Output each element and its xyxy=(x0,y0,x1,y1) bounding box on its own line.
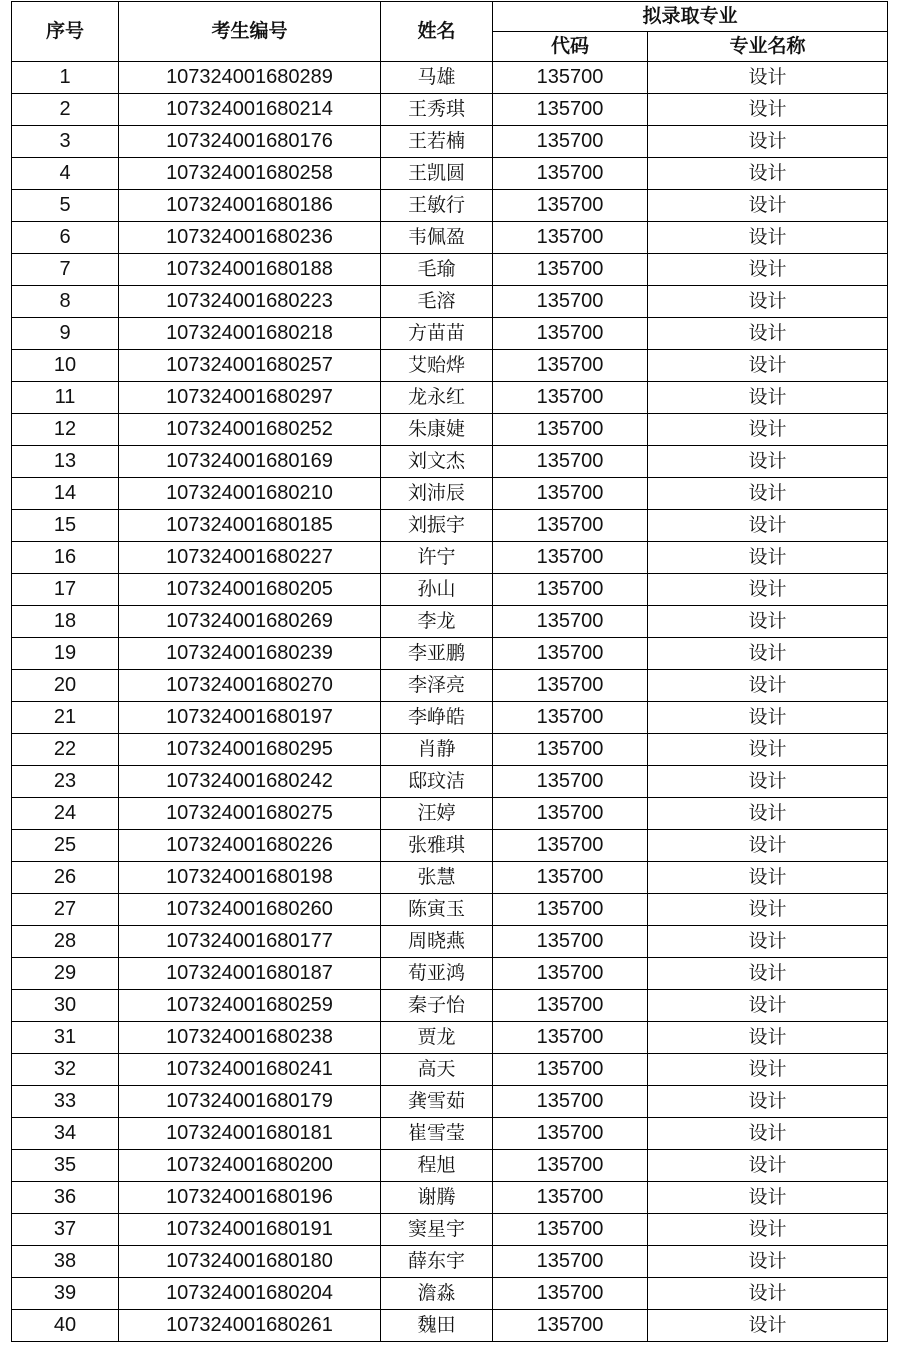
cell-major-name: 设计 xyxy=(648,286,888,318)
header-row-top xyxy=(12,2,888,32)
table-row xyxy=(12,382,888,414)
cell-code: 135700 xyxy=(493,862,648,894)
cell-code: 135700 xyxy=(493,350,648,382)
cell-code: 135700 xyxy=(493,830,648,862)
cell-name: 肖静 xyxy=(381,734,493,766)
cell-name: 贾龙 xyxy=(381,1022,493,1054)
table-row xyxy=(12,1246,888,1278)
cell-seq: 6 xyxy=(12,222,119,254)
table-header xyxy=(12,2,888,62)
header-major-name: 专业名称 xyxy=(648,32,888,62)
table-row xyxy=(12,1214,888,1246)
cell-seq: 22 xyxy=(12,734,119,766)
table-row xyxy=(12,190,888,222)
cell-name: 李龙 xyxy=(381,606,493,638)
cell-exam-id: 107324001680210 xyxy=(119,478,381,510)
cell-code: 135700 xyxy=(493,1278,648,1310)
cell-exam-id: 107324001680242 xyxy=(119,766,381,798)
cell-exam-id: 107324001680257 xyxy=(119,350,381,382)
cell-code: 135700 xyxy=(493,1022,648,1054)
cell-name: 龙永红 xyxy=(381,382,493,414)
cell-exam-id: 107324001680191 xyxy=(119,1214,381,1246)
cell-code: 135700 xyxy=(493,1054,648,1086)
cell-seq: 39 xyxy=(12,1278,119,1310)
cell-exam-id: 107324001680238 xyxy=(119,1022,381,1054)
cell-seq: 5 xyxy=(12,190,119,222)
cell-seq: 32 xyxy=(12,1054,119,1086)
cell-major-name: 设计 xyxy=(648,318,888,350)
cell-name: 王若楠 xyxy=(381,126,493,158)
cell-seq: 33 xyxy=(12,1086,119,1118)
table-row xyxy=(12,990,888,1022)
cell-exam-id: 107324001680297 xyxy=(119,382,381,414)
cell-major-name: 设计 xyxy=(648,1086,888,1118)
table-body xyxy=(12,62,888,1342)
table-row xyxy=(12,766,888,798)
cell-exam-id: 107324001680185 xyxy=(119,510,381,542)
cell-exam-id: 107324001680179 xyxy=(119,1086,381,1118)
cell-exam-id: 107324001680198 xyxy=(119,862,381,894)
table-row xyxy=(12,734,888,766)
cell-name: 刘文杰 xyxy=(381,446,493,478)
cell-major-name: 设计 xyxy=(648,1278,888,1310)
table-row xyxy=(12,606,888,638)
cell-name: 张雅琪 xyxy=(381,830,493,862)
cell-name: 龚雪茹 xyxy=(381,1086,493,1118)
cell-name: 艾贻烨 xyxy=(381,350,493,382)
cell-name: 李泽亮 xyxy=(381,670,493,702)
cell-major-name: 设计 xyxy=(648,1054,888,1086)
cell-code: 135700 xyxy=(493,1150,648,1182)
cell-major-name: 设计 xyxy=(648,798,888,830)
cell-major-name: 设计 xyxy=(648,1310,888,1342)
cell-code: 135700 xyxy=(493,1086,648,1118)
cell-seq: 3 xyxy=(12,126,119,158)
cell-exam-id: 107324001680289 xyxy=(119,62,381,94)
cell-exam-id: 107324001680214 xyxy=(119,94,381,126)
cell-code: 135700 xyxy=(493,766,648,798)
cell-major-name: 设计 xyxy=(648,542,888,574)
cell-major-name: 设计 xyxy=(648,62,888,94)
cell-seq: 14 xyxy=(12,478,119,510)
admission-table xyxy=(11,1,888,1342)
cell-major-name: 设计 xyxy=(648,382,888,414)
cell-code: 135700 xyxy=(493,702,648,734)
cell-code: 135700 xyxy=(493,126,648,158)
cell-exam-id: 107324001680187 xyxy=(119,958,381,990)
cell-major-name: 设计 xyxy=(648,350,888,382)
cell-name: 王敏行 xyxy=(381,190,493,222)
table-row xyxy=(12,1310,888,1342)
cell-name: 李峥皓 xyxy=(381,702,493,734)
cell-seq: 25 xyxy=(12,830,119,862)
cell-seq: 16 xyxy=(12,542,119,574)
cell-seq: 4 xyxy=(12,158,119,190)
cell-name: 马雄 xyxy=(381,62,493,94)
cell-major-name: 设计 xyxy=(648,446,888,478)
cell-exam-id: 107324001680259 xyxy=(119,990,381,1022)
cell-exam-id: 107324001680204 xyxy=(119,1278,381,1310)
cell-exam-id: 107324001680252 xyxy=(119,414,381,446)
cell-seq: 11 xyxy=(12,382,119,414)
cell-code: 135700 xyxy=(493,382,648,414)
cell-code: 135700 xyxy=(493,1214,648,1246)
cell-seq: 27 xyxy=(12,894,119,926)
cell-seq: 40 xyxy=(12,1310,119,1342)
table-row xyxy=(12,670,888,702)
header-name: 姓名 xyxy=(381,2,493,62)
cell-name: 刘振宇 xyxy=(381,510,493,542)
cell-name: 魏田 xyxy=(381,1310,493,1342)
cell-major-name: 设计 xyxy=(648,478,888,510)
table-row xyxy=(12,574,888,606)
cell-name: 高天 xyxy=(381,1054,493,1086)
cell-seq: 30 xyxy=(12,990,119,1022)
cell-code: 135700 xyxy=(493,926,648,958)
cell-major-name: 设计 xyxy=(648,926,888,958)
cell-name: 崔雪莹 xyxy=(381,1118,493,1150)
cell-code: 135700 xyxy=(493,734,648,766)
cell-exam-id: 107324001680180 xyxy=(119,1246,381,1278)
cell-code: 135700 xyxy=(493,446,648,478)
table-row xyxy=(12,318,888,350)
cell-major-name: 设计 xyxy=(648,862,888,894)
cell-exam-id: 107324001680295 xyxy=(119,734,381,766)
cell-exam-id: 107324001680218 xyxy=(119,318,381,350)
cell-code: 135700 xyxy=(493,318,648,350)
header-code: 代码 xyxy=(493,32,648,62)
cell-code: 135700 xyxy=(493,990,648,1022)
cell-seq: 7 xyxy=(12,254,119,286)
cell-major-name: 设计 xyxy=(648,670,888,702)
table-row xyxy=(12,414,888,446)
table-row xyxy=(12,222,888,254)
cell-major-name: 设计 xyxy=(648,158,888,190)
cell-code: 135700 xyxy=(493,1246,648,1278)
cell-name: 周晓燕 xyxy=(381,926,493,958)
table-row xyxy=(12,94,888,126)
cell-seq: 24 xyxy=(12,798,119,830)
cell-name: 荀亚鸿 xyxy=(381,958,493,990)
cell-name: 谢腾 xyxy=(381,1182,493,1214)
cell-major-name: 设计 xyxy=(648,1150,888,1182)
cell-major-name: 设计 xyxy=(648,894,888,926)
cell-exam-id: 107324001680176 xyxy=(119,126,381,158)
cell-seq: 1 xyxy=(12,62,119,94)
cell-exam-id: 107324001680227 xyxy=(119,542,381,574)
cell-code: 135700 xyxy=(493,670,648,702)
table-row xyxy=(12,126,888,158)
table-row xyxy=(12,862,888,894)
cell-name: 刘沛辰 xyxy=(381,478,493,510)
table-row xyxy=(12,1086,888,1118)
table-row xyxy=(12,958,888,990)
cell-major-name: 设计 xyxy=(648,574,888,606)
cell-major-name: 设计 xyxy=(648,510,888,542)
cell-code: 135700 xyxy=(493,798,648,830)
cell-seq: 8 xyxy=(12,286,119,318)
table-row xyxy=(12,158,888,190)
cell-code: 135700 xyxy=(493,414,648,446)
cell-seq: 26 xyxy=(12,862,119,894)
cell-code: 135700 xyxy=(493,62,648,94)
cell-name: 毛瑜 xyxy=(381,254,493,286)
cell-name: 秦子怡 xyxy=(381,990,493,1022)
cell-major-name: 设计 xyxy=(648,830,888,862)
cell-major-name: 设计 xyxy=(648,1182,888,1214)
cell-major-name: 设计 xyxy=(648,734,888,766)
cell-code: 135700 xyxy=(493,254,648,286)
cell-name: 李亚鹏 xyxy=(381,638,493,670)
cell-name: 薛东宇 xyxy=(381,1246,493,1278)
table-row xyxy=(12,350,888,382)
cell-seq: 21 xyxy=(12,702,119,734)
cell-major-name: 设计 xyxy=(648,1022,888,1054)
cell-exam-id: 107324001680197 xyxy=(119,702,381,734)
table-row xyxy=(12,446,888,478)
cell-seq: 23 xyxy=(12,766,119,798)
cell-exam-id: 107324001680223 xyxy=(119,286,381,318)
cell-exam-id: 107324001680261 xyxy=(119,1310,381,1342)
cell-exam-id: 107324001680226 xyxy=(119,830,381,862)
cell-major-name: 设计 xyxy=(648,606,888,638)
cell-seq: 12 xyxy=(12,414,119,446)
header-major-group: 拟录取专业 xyxy=(493,2,888,32)
cell-code: 135700 xyxy=(493,958,648,990)
cell-exam-id: 107324001680205 xyxy=(119,574,381,606)
cell-seq: 17 xyxy=(12,574,119,606)
cell-code: 135700 xyxy=(493,478,648,510)
cell-seq: 20 xyxy=(12,670,119,702)
cell-seq: 19 xyxy=(12,638,119,670)
cell-exam-id: 107324001680275 xyxy=(119,798,381,830)
cell-major-name: 设计 xyxy=(648,222,888,254)
table-row xyxy=(12,702,888,734)
table-row xyxy=(12,638,888,670)
cell-exam-id: 107324001680200 xyxy=(119,1150,381,1182)
table-row xyxy=(12,1278,888,1310)
table-row xyxy=(12,1054,888,1086)
cell-code: 135700 xyxy=(493,1182,648,1214)
table-row xyxy=(12,1118,888,1150)
cell-exam-id: 107324001680196 xyxy=(119,1182,381,1214)
table-row xyxy=(12,286,888,318)
cell-seq: 28 xyxy=(12,926,119,958)
header-seq: 序号 xyxy=(12,2,119,62)
cell-seq: 15 xyxy=(12,510,119,542)
cell-major-name: 设计 xyxy=(648,766,888,798)
cell-name: 朱康婕 xyxy=(381,414,493,446)
cell-exam-id: 107324001680186 xyxy=(119,190,381,222)
cell-code: 135700 xyxy=(493,1310,648,1342)
cell-exam-id: 107324001680260 xyxy=(119,894,381,926)
cell-code: 135700 xyxy=(493,894,648,926)
cell-code: 135700 xyxy=(493,190,648,222)
cell-name: 陈寅玉 xyxy=(381,894,493,926)
table-row xyxy=(12,510,888,542)
cell-code: 135700 xyxy=(493,1118,648,1150)
cell-name: 王秀琪 xyxy=(381,94,493,126)
cell-name: 邸玟洁 xyxy=(381,766,493,798)
cell-major-name: 设计 xyxy=(648,94,888,126)
table-row xyxy=(12,1022,888,1054)
cell-major-name: 设计 xyxy=(648,190,888,222)
cell-name: 王凯圆 xyxy=(381,158,493,190)
cell-exam-id: 107324001680239 xyxy=(119,638,381,670)
cell-major-name: 设计 xyxy=(648,1246,888,1278)
cell-seq: 36 xyxy=(12,1182,119,1214)
cell-name: 韦佩盈 xyxy=(381,222,493,254)
cell-name: 窦星宇 xyxy=(381,1214,493,1246)
cell-exam-id: 107324001680169 xyxy=(119,446,381,478)
table-row xyxy=(12,62,888,94)
cell-seq: 34 xyxy=(12,1118,119,1150)
cell-major-name: 设计 xyxy=(648,638,888,670)
cell-exam-id: 107324001680177 xyxy=(119,926,381,958)
cell-major-name: 设计 xyxy=(648,414,888,446)
cell-code: 135700 xyxy=(493,158,648,190)
cell-name: 毛溶 xyxy=(381,286,493,318)
cell-seq: 2 xyxy=(12,94,119,126)
cell-seq: 13 xyxy=(12,446,119,478)
cell-code: 135700 xyxy=(493,222,648,254)
cell-code: 135700 xyxy=(493,510,648,542)
cell-exam-id: 107324001680258 xyxy=(119,158,381,190)
cell-major-name: 设计 xyxy=(648,990,888,1022)
cell-name: 许宁 xyxy=(381,542,493,574)
cell-major-name: 设计 xyxy=(648,254,888,286)
table-row xyxy=(12,830,888,862)
cell-exam-id: 107324001680269 xyxy=(119,606,381,638)
cell-seq: 18 xyxy=(12,606,119,638)
cell-name: 程旭 xyxy=(381,1150,493,1182)
cell-name: 澹淼 xyxy=(381,1278,493,1310)
cell-name: 张慧 xyxy=(381,862,493,894)
cell-major-name: 设计 xyxy=(648,958,888,990)
cell-seq: 29 xyxy=(12,958,119,990)
cell-seq: 35 xyxy=(12,1150,119,1182)
table-row xyxy=(12,1182,888,1214)
cell-major-name: 设计 xyxy=(648,1214,888,1246)
cell-code: 135700 xyxy=(493,574,648,606)
cell-name: 方苗苗 xyxy=(381,318,493,350)
table-row xyxy=(12,1150,888,1182)
table-row xyxy=(12,478,888,510)
table-row xyxy=(12,798,888,830)
cell-exam-id: 107324001680188 xyxy=(119,254,381,286)
cell-major-name: 设计 xyxy=(648,702,888,734)
cell-major-name: 设计 xyxy=(648,126,888,158)
table-row xyxy=(12,542,888,574)
cell-major-name: 设计 xyxy=(648,1118,888,1150)
cell-code: 135700 xyxy=(493,542,648,574)
cell-code: 135700 xyxy=(493,638,648,670)
table-row xyxy=(12,894,888,926)
cell-seq: 31 xyxy=(12,1022,119,1054)
table-row xyxy=(12,254,888,286)
cell-exam-id: 107324001680241 xyxy=(119,1054,381,1086)
cell-code: 135700 xyxy=(493,286,648,318)
cell-name: 孙山 xyxy=(381,574,493,606)
cell-exam-id: 107324001680236 xyxy=(119,222,381,254)
cell-seq: 37 xyxy=(12,1214,119,1246)
table-row xyxy=(12,926,888,958)
cell-exam-id: 107324001680181 xyxy=(119,1118,381,1150)
cell-seq: 38 xyxy=(12,1246,119,1278)
cell-code: 135700 xyxy=(493,606,648,638)
header-exam-id: 考生编号 xyxy=(119,2,381,62)
cell-code: 135700 xyxy=(493,94,648,126)
cell-seq: 10 xyxy=(12,350,119,382)
cell-name: 汪婷 xyxy=(381,798,493,830)
cell-seq: 9 xyxy=(12,318,119,350)
cell-exam-id: 107324001680270 xyxy=(119,670,381,702)
